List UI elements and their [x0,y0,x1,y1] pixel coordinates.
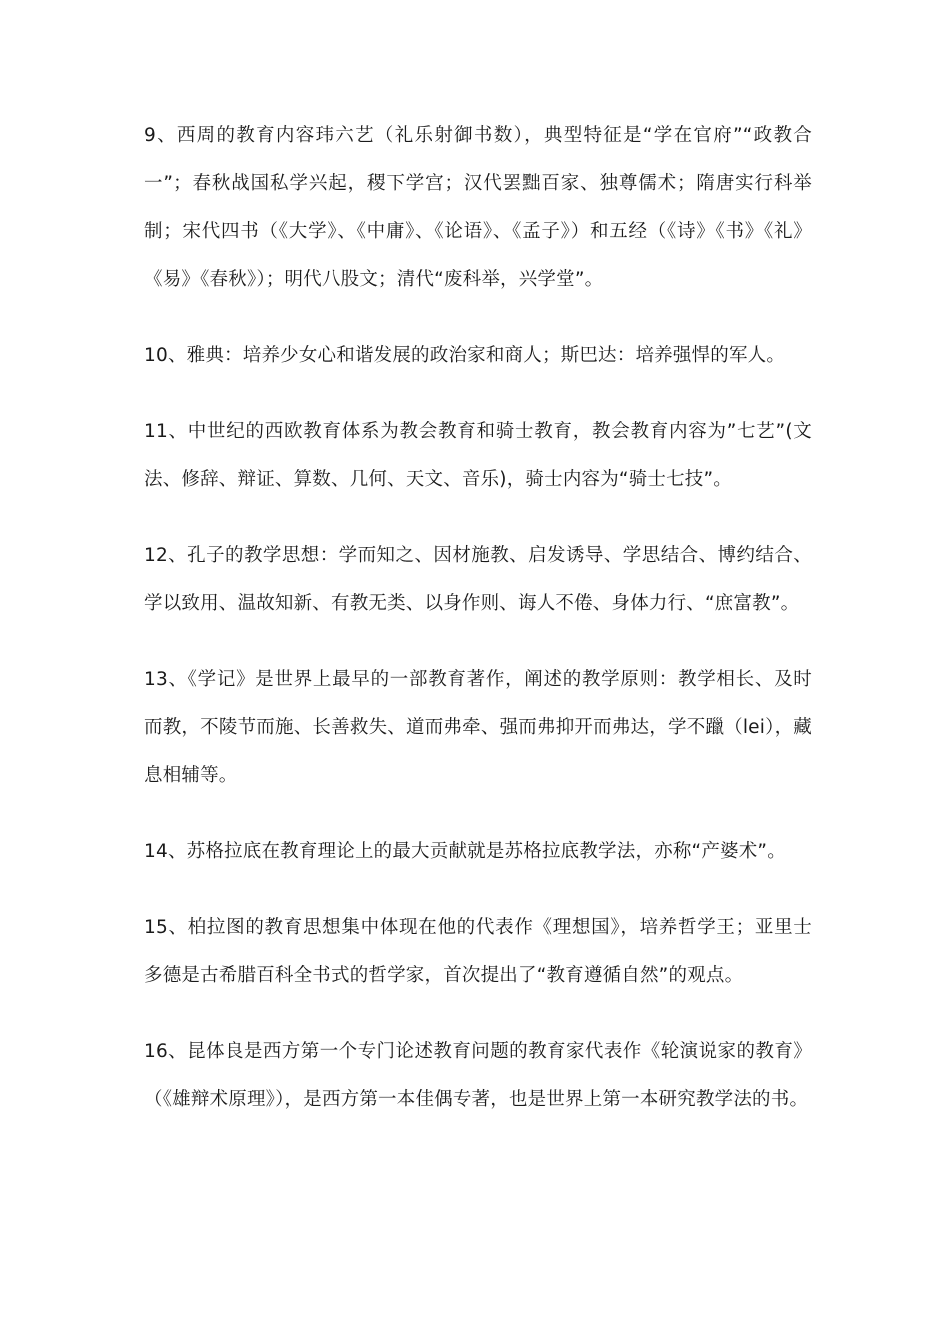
document-body [144,112,812,1152]
paragraph-12: 12、孔子的教学思想：学而知之、因材施教、启发诱导、学思结合、博约结合、学以致用、温故知新、有教无类、以身作则、诲人不倦、身体力行、“庶富教”。 [144,545,812,614]
paragraph-11: 11、中世纪的西欧教育体系为教会教育和骑士教育，教会教育内容为”七艺”(文法、修辞、辩证、算数、几何、天文、音乐)，骑士内容为“骑士七技”。 [144,421,812,490]
paragraph-10: 10、雅典：培养少女心和谐发展的政治家和商人；斯巴达：培养强悍的军人。 [144,345,786,366]
paragraph-9: 9、西周的教育内容玮六艺（礼乐射御书数），典型特征是“学在官府”“政教合一”；春秋战国私学兴起，稷下学宫；汉代罢黜百家、独尊儒术；隋唐实行科举制；宋代四书（《大学》、《中庸》、《论语》、《孟子》）和五经（《诗》《书》《礼》《易》《春秋》）；明代八股文；清代“废科举，兴学堂”。 [144,125,812,290]
paragraph-15: 15、柏拉图的教育思想集中体现在他的代表作《理想国》，培养哲学王；亚里士多德是古希腊百科全书式的哲学家，首次提出了“教育遵循自然”的观点。 [144,917,812,986]
paragraph-16: 16、昆体良是西方第一个专门论述教育问题的教育家代表作《轮演说家的教育》（《雄辩术原理》），是西方第一本佳偶专著，也是世界上第一本研究教学法的书。 [144,1041,812,1110]
paragraph-14: 14、苏格拉底在教育理论上的最大贡献就是苏格拉底教学法，亦称“产婆术”。 [144,841,786,862]
paragraph-13: 13、《学记》是世界上最早的一部教育著作，阐述的教学原则：教学相长、及时而教，不陵节而施、长善救失、道而弗牵、强而弗抑开而弗达，学不躐（lei），藏息相辅等。 [144,669,812,786]
